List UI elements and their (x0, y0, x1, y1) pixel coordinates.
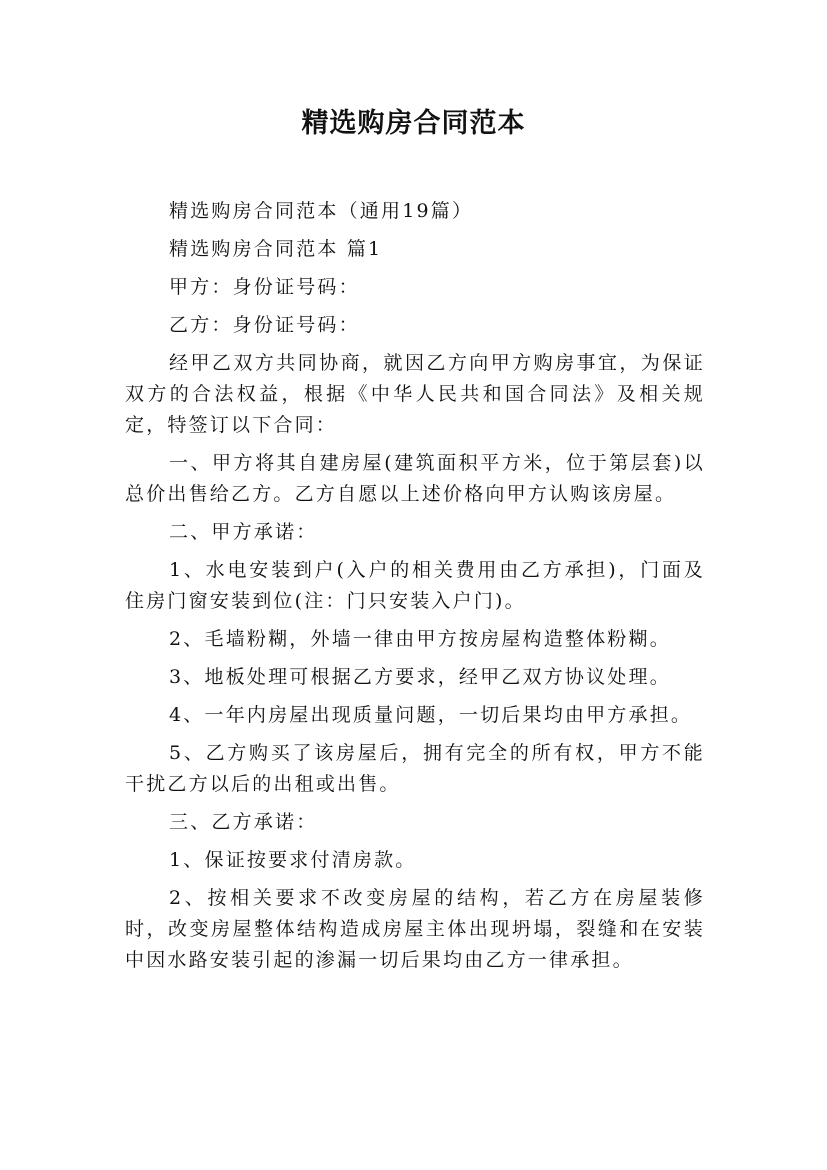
paragraph-party-b: 乙方：身份证号码： (169, 314, 360, 336)
document-title: 精选购房合同范本 (301, 108, 526, 139)
paragraph-clause-2-item-3: 3、地板处理可根据乙方要求，经甲乙双方协议处理。 (169, 666, 671, 688)
paragraph-clause-2-item-2: 2、毛墙粉糊，外墙一律由甲方按房屋构造整体粉糊。 (169, 628, 671, 650)
paragraph-clause-3-item-2: 2、按相关要求不改变房屋的结构，若乙方在房屋装修时，改变房屋整体结构造成房屋主体出现坍塌，裂缝和在安装中因水路安装引起的渗漏一切后果均由乙方一律承担。 (125, 887, 705, 971)
paragraph-clause-1: 一、甲方将其自建房屋(建筑面积平方米，位于第层套)以总价出售给乙方。乙方自愿以上述价格向甲方认购该房屋。 (125, 452, 705, 505)
paragraph-section-title: 精选购房合同范本 篇1 (169, 238, 383, 260)
paragraph-clause-2-heading: 二、甲方承诺： (169, 521, 318, 543)
paragraph-heading: 精选购房合同范本（通用19篇） (169, 200, 474, 222)
document-body (125, 196, 705, 983)
paragraph-clause-3-item-1: 1、保证按要求付清房款。 (169, 849, 417, 871)
paragraph-clause-2-item-4: 4、一年内房屋出现质量问题，一切后果均由甲方承担。 (169, 704, 693, 726)
paragraph-clause-2-item-1: 1、水电安装到户(入户的相关费用由乙方承担)，门面及住房门窗安装到位(注：门只安装入户门)。 (125, 559, 705, 612)
paragraph-party-a: 甲方：身份证号码： (169, 276, 360, 298)
paragraph-clause-2-item-5: 5、乙方购买了该房屋后，拥有完全的所有权，甲方不能干扰乙方以后的出租或出售。 (125, 742, 705, 795)
paragraph-preamble: 经甲乙双方共同协商，就因乙方向甲方购房事宜，为保证双方的合法权益，根据《中华人民共和国合同法》及相关规定，特签订以下合同： (125, 352, 705, 436)
paragraph-clause-3-heading: 三、乙方承诺： (169, 811, 318, 833)
